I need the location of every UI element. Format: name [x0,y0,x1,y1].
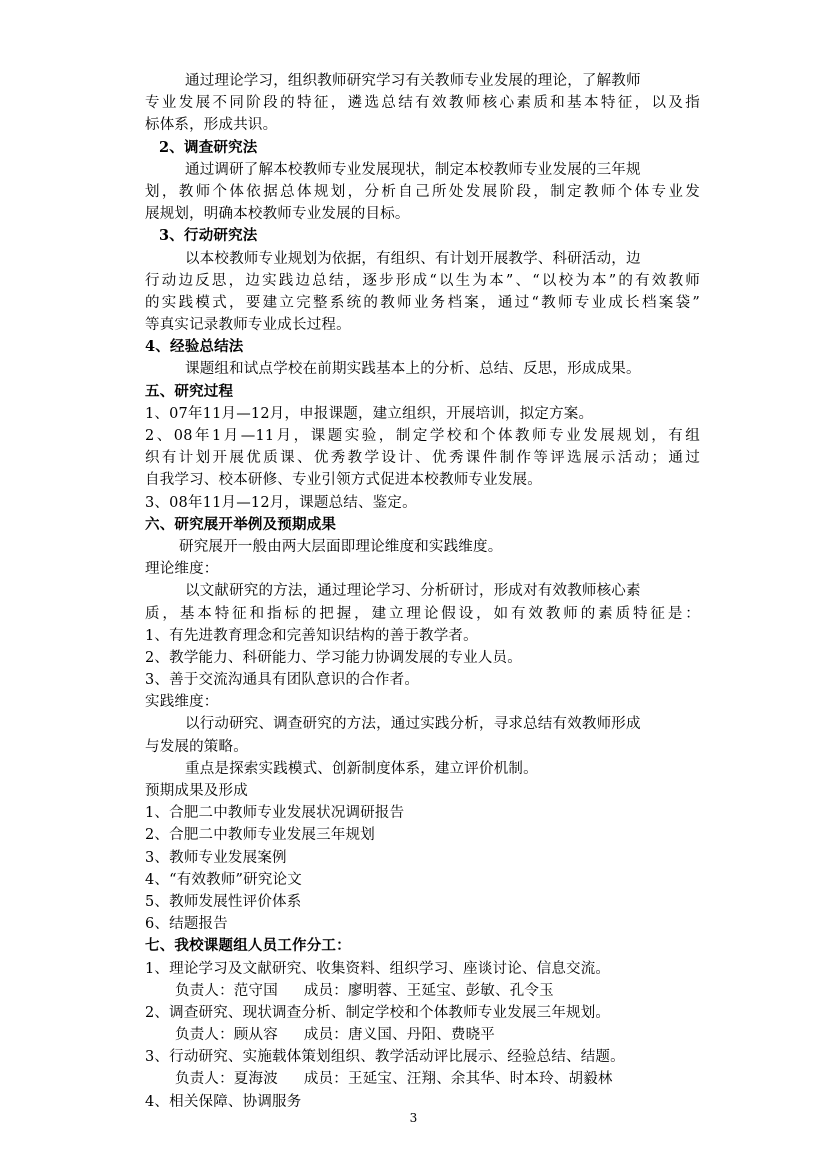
responsibility-line [145,1024,700,1046]
section-heading: 七、我校课题组人员工作分工： [145,937,351,955]
paragraph-line: 理论维度： [145,561,219,578]
paragraph-line: 1、理论学习及文献研究、收集资料、组织学习、座谈讨论、信息交流。 [145,960,611,977]
leader-label: 负责人：顾从容 [175,1027,278,1044]
leader-label: 负责人：范守国 [175,982,278,999]
paragraph-line: 标体系，形成共识。 [145,117,278,134]
paragraph-line: 5、教师发展性评价体系 [145,893,302,910]
paragraph-line: 专业发展不同阶段的特征，遴选总结有效教师核心素质和基本特征，以及指 [145,95,700,112]
paragraph-line: 以文献研究的方法，通过理论学习、分析研讨，形成对有效教师核心素 [185,583,641,600]
responsibility-line [145,1068,700,1090]
paragraph-line: 研究展开一般由两大层面即理论维度和实践维度。 [179,538,503,555]
paragraph-line: 以本校教师专业规划为依据，有组织、有计划开展教学、科研活动，边 [185,250,641,267]
paragraph-line: 通过调研了解本校教师专业发展现状，制定本校教师专业发展的三年规 [185,161,641,178]
subsection-heading: 3、行动研究法 [159,227,258,245]
paragraph-line: 实践维度： [145,694,219,711]
subsection-heading: 2、调查研究法 [159,138,258,156]
paragraph-line: 以行动研究、调查研究的方法，通过实践分析，寻求总结有效教师形成 [185,716,641,733]
paragraph-line: 划，教师个体依据总体规划，分析自己所处发展阶段，制定教师个体专业发 [145,183,700,200]
paragraph-line: 课题组和试点学校在前期实践基本上的分析、总结、反思，形成成果。 [185,361,641,378]
paragraph-line: 重点是探索实践模式、创新制度体系，建立评价机制。 [185,760,538,777]
paragraph-line: 等真实记录教师专业成长过程。 [145,317,351,334]
paragraph-line: 2、教学能力、科研能力、学习能力协调发展的专业人员。 [145,649,522,666]
members-label: 成员：廖明蓉、王延宝、彭敏、孔令玉 [303,982,554,999]
members-label: 成员：王延宝、汪翔、余其华、时本玲、胡毅林 [303,1071,613,1088]
page-number: 3 [409,1111,418,1125]
paragraph-line: 与发展的策略。 [145,738,248,755]
paragraph-line: 3、教师专业发展案例 [145,849,287,866]
responsibility-line [145,980,700,1002]
paragraph-line: 织有计划开展优质课、优秀教学设计、优秀课件制作等评选展示活动；通过 [145,450,700,467]
paragraph-line: 预期成果及形成 [145,783,248,799]
paragraph-line: 展规划，明确本校教师专业发展的目标。 [145,206,410,223]
section-heading: 4、经验总结法 [145,338,244,356]
paragraph-line: 3、善于交流沟通具有团队意识的合作者。 [145,672,420,689]
members-label: 成员：唐义国、丹阳、费晓平 [303,1027,496,1044]
paragraph-line: 1、有先进教育理念和完善知识结构的善于教学者。 [145,627,478,644]
paragraph-line: 的实践模式，要建立完整系统的教师业务档案，通过“教师专业成长档案袋” [145,294,700,311]
paragraph-line: 行动边反思，边实践边总结，逐步形成“以生为本”、“以校为本”的有效教师 [145,272,700,289]
paragraph-line: 2、合肥二中教师专业发展三年规划 [145,827,375,844]
section-heading: 六、研究展开举例及预期成果 [145,515,337,533]
paragraph-line: 3、08年11月—12月，课题总结、鉴定。 [145,494,417,511]
section-heading: 五、研究过程 [145,382,234,400]
paragraph-line: 1、07年11月—12月，申报课题，建立组织，开展培训，拟定方案。 [145,405,594,422]
paragraph-line: 3、行动研究、实施载体策划组织、教学活动评比展示、经验总结、结题。 [145,1049,625,1066]
paragraph-line: 自我学习、校本研修、专业引领方式促进本校教师专业发展。 [145,472,542,489]
paragraph-line: 质，基本特征和指标的把握，建立理论假设，如有效教师的素质特征是： [145,605,700,622]
paragraph-line: 1、合肥二中教师专业发展状况调研报告 [145,805,405,822]
paragraph-line: 6、结题报告 [145,916,228,933]
paragraph-line: 通过理论学习，组织教师研究学习有关教师专业发展的理论，了解教师 [185,73,641,89]
paragraph-line: 2、08年1月—11月，课题实验，制定学校和个体教师专业发展规划，有组 [145,428,700,444]
paragraph-line: 2、调查研究、现状调查分析、制定学校和个体教师专业发展三年规划。 [145,1004,611,1021]
paragraph-line: 4、“有效教师”研究论文 [145,871,302,888]
leader-label: 负责人：夏海波 [175,1071,278,1088]
document-body [145,70,700,1113]
paragraph-line: 4、相关保障、协调服务 [145,1093,302,1110]
